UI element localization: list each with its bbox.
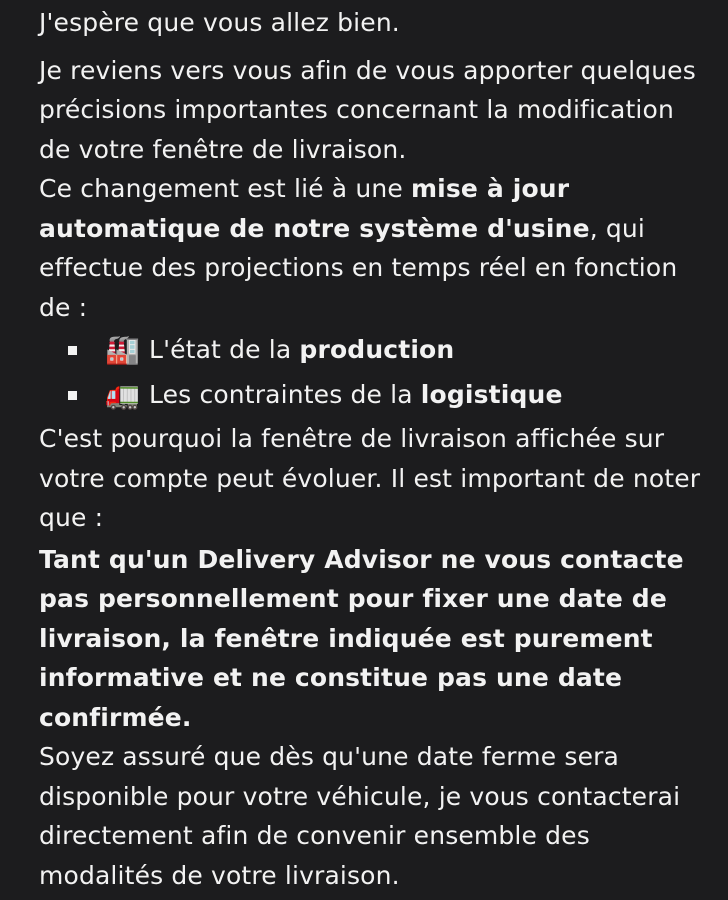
list-item-text: Les contraintes de la (149, 380, 421, 409)
bullet-square-icon (68, 391, 77, 400)
list-item-text: L'état de la (149, 335, 300, 364)
truck-icon: 🚛 (105, 378, 141, 411)
explanation-paragraph (39, 169, 709, 327)
window-paragraph: C'est pourquoi la fenêtre de livraison affichée sur votre compte peut évoluer. Il est important de noter que : (39, 424, 701, 532)
list-item (39, 372, 709, 417)
explanation-bold: mise à jour automatique de notre système d'usine (39, 174, 590, 243)
factors-list (39, 327, 709, 417)
important-notice: Tant qu'un Delivery Advisor ne vous contacte pas personnellement pour fixer une date de livraison, la fenêtre indiquée est purement informative et ne constitue pas une date confirmée. (39, 544, 684, 732)
bullet-square-icon (68, 346, 77, 355)
closing-paragraph: Soyez assuré que dès qu'une date ferme sera disponible pour votre véhicule, je vous contacterai directement afin de convenir ensemble des modalités de votre livraison. (39, 742, 681, 890)
list-item (39, 327, 709, 372)
message-body (39, 3, 709, 895)
intro-paragraph: Je reviens vers vous afin de vous apporter quelques précisions importantes concernant la modification de votre fenêtre de livraison. (39, 55, 696, 164)
explanation-text-start: Ce changement est lié à une (39, 174, 411, 203)
list-item-bold: production (299, 335, 455, 364)
factory-icon: 🏭 (105, 333, 141, 366)
explanation-text-end: , qui effectue des projections en temps réel en fonction de : (39, 213, 678, 322)
list-item-bold: logistique (420, 380, 563, 409)
greeting-text: J'espère que vous allez bien. (39, 8, 400, 37)
